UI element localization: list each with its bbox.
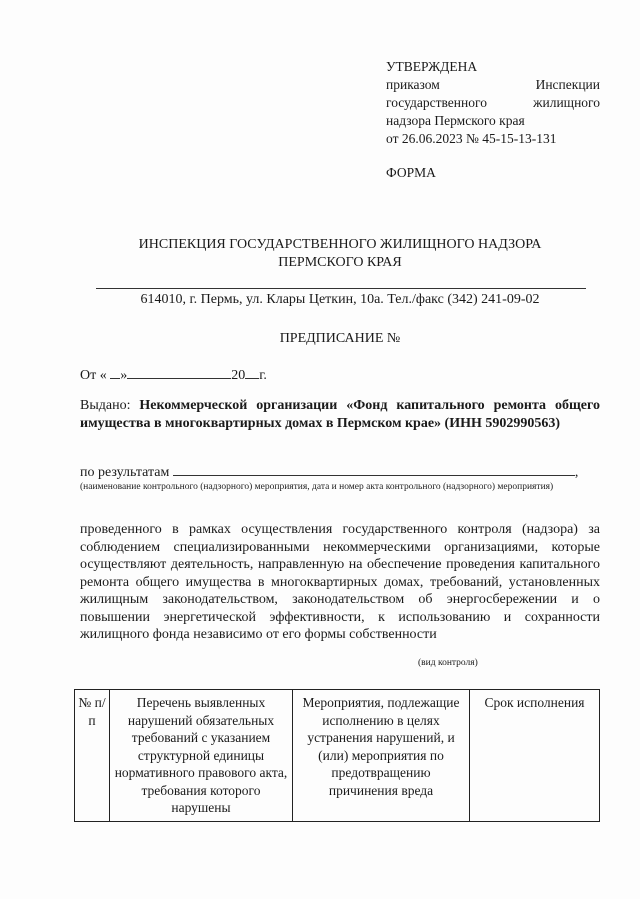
results-blank <box>173 463 575 476</box>
results-hint: (наименование контрольного (надзорного) мероприятия, дата и номер акта контрольного (надзорного) мероприятия) <box>80 482 554 492</box>
month-blank <box>127 365 231 379</box>
year-blank <box>245 365 259 379</box>
document-title: ПРЕДПИСАНИЕ № <box>279 331 401 346</box>
organization-address: 614010, г. Пермь, ул. Клары Цеткин, 10а. Тел./факс (342) 241-09-02 <box>140 292 540 307</box>
table-header-row <box>75 690 600 822</box>
approval-line-2: приказом Инспекции <box>386 77 600 92</box>
header-number: № п/п <box>75 690 110 822</box>
recipient-name: Некоммерческой организации «Фонд капитального ремонта общего имущества в многоквартирных домах в Пермском крае» (ИНН 5902990563) <box>80 398 601 431</box>
approval-order-date: от 26.06.2023 № 45-15-13-131 <box>386 131 557 146</box>
approval-title: УТВЕРЖДЕНА <box>386 59 478 74</box>
control-description: проведенного в рамках осуществления государственного контроля (надзора) за соблюдением специализированными некоммерческими организациями, которые осуществляют деятельность, направленную на обеспечение проведения капитального ремонта общего имущества в многоквартирных домах, требований, установленных жилищным законодательством, законодательством об энергосбережении и о повышении энергетической эффективности, к использованию и сохранности жилищного фонда независимо от его формы собственности <box>80 522 600 642</box>
form-label: ФОРМА <box>386 165 436 180</box>
organization-name: ИНСПЕКЦИЯ ГОСУДАРСТВЕННОГО ЖИЛИЩНОГО НАДЗОРА ПЕРМСКОГО КРАЯ <box>138 237 542 270</box>
header-measures: Мероприятия, подлежащие исполнению в целях устранения нарушений, и (или) мероприятия по предотвращению причинения вреда <box>293 690 470 822</box>
header-deadline: Срок исполнения <box>470 690 600 822</box>
results-section: по результатам , (наименование контрольного (надзорного) мероприятия, дата и номер акта контрольного (надзорного) мероприятия) <box>80 463 600 493</box>
document-date: От « » 20 г. <box>80 365 267 384</box>
header-divider <box>96 288 586 289</box>
issued-to: Выдано: Некоммерческой организации «Фонд капитального ремонта общего имущества в многоквартирных домах в Пермском крае» (ИНН 5902990563) <box>80 398 601 431</box>
approval-block <box>386 58 600 182</box>
violations-table <box>74 689 600 822</box>
approval-line-4: надзора Пермского края <box>386 113 525 128</box>
approval-line-3: государственного жилищного <box>386 95 600 110</box>
control-kind-hint: (вид контроля) <box>418 658 478 668</box>
day-blank <box>110 365 120 379</box>
header-violations: Перечень выявленных нарушений обязательных требований с указанием структурной единицы нормативного правового акта, требования которого нарушены <box>110 690 293 822</box>
